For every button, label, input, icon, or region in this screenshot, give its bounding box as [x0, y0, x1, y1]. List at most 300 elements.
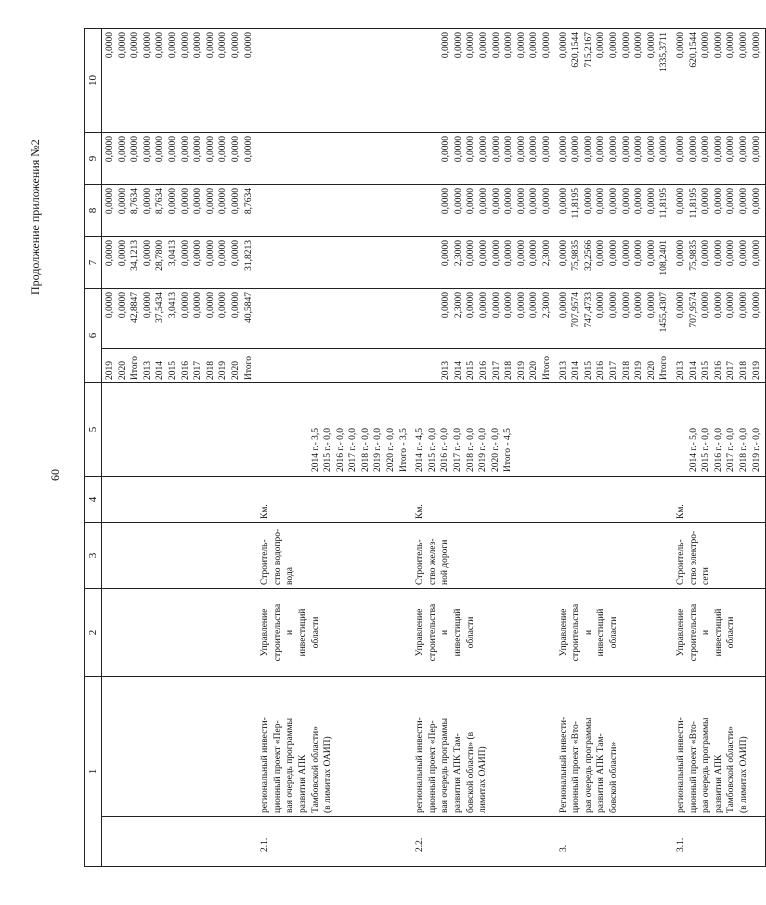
local-funding-value: 0,0000: [105, 136, 115, 163]
column-header: 8: [85, 185, 102, 237]
executor: [412, 589, 555, 677]
regional-funding-value: 0,0000: [713, 188, 724, 215]
indicator-by-year-value: 2018 г.- 0,0: [738, 428, 749, 472]
year-cell-value: Итого: [659, 355, 670, 380]
indicator-by-year-value: 2018 г.- 0,0: [465, 428, 476, 472]
regional-funding-value: 0,0000: [596, 188, 607, 215]
measure-text: Строитель- ство желез- ной дороги: [415, 538, 451, 585]
federal-funding-value: 0,0000: [713, 240, 724, 267]
year-cell-value: 2016: [180, 361, 191, 380]
year-cell-value: 2014: [155, 361, 166, 380]
measure: [412, 523, 555, 589]
total-funding-value: 0,0000: [713, 292, 724, 319]
local-funding-value: 0,0000: [738, 136, 749, 163]
year-cell-value: 2018: [504, 361, 515, 380]
total-funding: [556, 289, 673, 349]
other-funding-value: 0,0000: [117, 32, 128, 59]
total-funding-value: 0,0000: [230, 292, 241, 319]
other-funding-value: 0,0000: [479, 32, 490, 59]
year-cell-value: 2017: [491, 361, 502, 380]
other-funding-value: 0,0000: [193, 32, 204, 59]
other-funding-value: 0,0000: [243, 32, 254, 59]
regional-funding-value: 0,0000: [180, 188, 191, 215]
total-funding: [412, 289, 555, 349]
regional-funding-value: 0,0000: [105, 188, 115, 215]
unit-text: Км.: [675, 504, 686, 519]
executor-text: Управление строительства и инвестиций области: [415, 603, 476, 662]
column-header: 6: [85, 289, 102, 383]
indicator-by-year-value: [675, 386, 688, 472]
indicator-by-year: [102, 383, 258, 477]
total-funding-value: 0,0000: [441, 292, 452, 319]
regional-funding-value: 0,0000: [646, 188, 657, 215]
other-funding: [257, 29, 412, 133]
total-funding: [673, 289, 766, 349]
regional-funding-value: 11,8195: [688, 188, 699, 219]
other-funding-value: 0,0000: [453, 32, 464, 59]
other-funding-value: 0,0000: [441, 32, 452, 59]
other-funding-value: 0,0000: [516, 32, 527, 59]
local-funding: [102, 133, 258, 185]
year-cell-value: Итого: [130, 355, 141, 380]
other-funding-value: 0,0000: [596, 32, 607, 59]
federal-funding-value: 34,1213: [130, 240, 141, 271]
unit: [257, 477, 412, 523]
local-funding: [257, 133, 412, 185]
project-name: [257, 677, 412, 817]
other-funding-value: 0,0000: [675, 32, 686, 59]
regional-funding-value: 0,0000: [608, 188, 619, 215]
other-funding-value: 0,0000: [529, 32, 540, 59]
year-cell-value: 2014: [571, 361, 582, 380]
regional-funding-value: 0,0000: [542, 188, 552, 215]
row-number-text: 2.2.: [415, 837, 426, 852]
total-funding-value: 0,0000: [608, 292, 619, 319]
other-funding-value: 0,0000: [713, 32, 724, 59]
regional-funding-value: 0,0000: [167, 188, 178, 215]
total-funding-value: 3,0413: [167, 292, 178, 319]
federal-funding-value: 0,0000: [529, 240, 540, 267]
year-cell-value: 2016: [713, 361, 724, 380]
regional-funding: [673, 185, 766, 237]
federal-funding-value: 0,0000: [230, 240, 241, 267]
total-funding-value: 37,5434: [155, 292, 166, 323]
local-funding-value: 0,0000: [596, 136, 607, 163]
federal-funding: [673, 237, 766, 289]
year-cell-value: 2020: [529, 361, 540, 380]
other-funding-value: 0,0000: [751, 32, 762, 59]
local-funding-value: 0,0000: [130, 136, 141, 163]
year-cell-value: 2019: [516, 361, 527, 380]
federal-funding-value: 0,0000: [479, 240, 490, 267]
federal-funding-value: 0,0000: [738, 240, 749, 267]
year-cell-value: 2019: [105, 361, 115, 380]
program-table: [84, 28, 766, 867]
other-funding-value: 0,0000: [105, 32, 115, 59]
total-funding-value: 1455,4307: [659, 292, 670, 333]
unit: [556, 477, 673, 523]
page-number: 60: [48, 469, 62, 481]
year-cell-value: 2019: [751, 361, 762, 380]
measure-text: Строитель- ство электро- сети: [675, 530, 712, 585]
regional-funding-value: 0,0000: [142, 188, 153, 215]
total-funding-value: 2,3000: [542, 292, 552, 319]
unit: [412, 477, 555, 523]
indicator-by-year-value: Итого - 3,5: [398, 428, 409, 472]
total-funding-value: 0,0000: [180, 292, 191, 319]
regional-funding-value: 0,0000: [634, 188, 645, 215]
unit: [102, 477, 258, 523]
federal-funding-value: 0,0000: [634, 240, 645, 267]
federal-funding-value: 31,8213: [243, 240, 254, 271]
column-header: 5: [85, 383, 102, 477]
other-funding-value: 0,0000: [634, 32, 645, 59]
regional-funding-value: 8,7634: [243, 188, 254, 215]
indicator-by-year-value: [284, 386, 297, 472]
indicator-by-year-value: 2017 г.- 0,0: [453, 428, 464, 472]
local-funding-value: 0,0000: [504, 136, 515, 163]
other-funding-value: 0,0000: [558, 32, 569, 59]
other-funding-value: 0,0000: [608, 32, 619, 59]
year-cell-value: Итого: [542, 355, 552, 380]
regional-funding-value: 0,0000: [675, 188, 686, 215]
other-funding: [556, 29, 673, 133]
regional-funding-value: 0,0000: [583, 188, 594, 215]
row-number-text: 2.1.: [260, 837, 271, 852]
regional-funding-value: 0,0000: [230, 188, 241, 215]
indicator-by-year-value: 2015 г.- 0,0: [701, 428, 712, 472]
local-funding-value: 0,0000: [243, 136, 254, 163]
local-funding-value: 0,0000: [142, 136, 153, 163]
other-funding-value: 0,0000: [230, 32, 241, 59]
column-header: 2: [85, 589, 102, 677]
regional-funding-value: 0,0000: [491, 188, 502, 215]
federal-funding-value: 0,0000: [646, 240, 657, 267]
year-cell-value: 2015: [167, 361, 178, 380]
other-funding-value: 0,0000: [646, 32, 657, 59]
column-number-row: [85, 29, 102, 867]
table-row: [673, 29, 766, 867]
regional-funding-value: 0,0000: [466, 188, 477, 215]
other-funding-value: 0,0000: [504, 32, 515, 59]
federal-funding-value: 0,0000: [441, 240, 452, 267]
local-funding-value: 0,0000: [659, 136, 670, 163]
federal-funding-value: 0,0000: [504, 240, 515, 267]
regional-funding-value: 11,8195: [659, 188, 670, 219]
indicator-by-year-value: 2016 г.- 0,0: [440, 428, 451, 472]
row-number-text: 3.: [558, 844, 569, 852]
local-funding-value: 0,0000: [701, 136, 712, 163]
row-number: [412, 817, 555, 867]
total-funding-value: 0,0000: [751, 292, 762, 319]
regional-funding-value: 0,0000: [558, 188, 569, 215]
project-name-text: региональный инвести- ционный проект «Пер- вая очередь программы развития АПК Тамбовской области» (в лимитах ОАИП): [260, 717, 334, 813]
local-funding: [412, 133, 555, 185]
column-header: 4: [85, 477, 102, 523]
year-cell-value: 2018: [738, 361, 749, 380]
column-header: 9: [85, 133, 102, 185]
other-funding-value: 0,0000: [205, 32, 216, 59]
federal-funding: [556, 237, 673, 289]
total-funding: [102, 289, 258, 349]
year-cell-value: 2019: [634, 361, 645, 380]
local-funding-value: 0,0000: [634, 136, 645, 163]
total-funding-value: 0,0000: [738, 292, 749, 319]
local-funding: [673, 133, 766, 185]
indicator-by-year-value: 2014 г.- 3,5: [310, 428, 321, 472]
total-funding-value: 0,0000: [675, 292, 686, 319]
federal-funding-value: 0,0000: [105, 240, 115, 267]
federal-funding-value: 75,9835: [571, 240, 582, 271]
local-funding-value: 0,0000: [713, 136, 724, 163]
federal-funding-value: 28,7800: [155, 240, 166, 271]
total-funding-value: 707,9574: [688, 292, 699, 328]
regional-funding-value: 0,0000: [701, 188, 712, 215]
other-funding: [412, 29, 555, 133]
regional-funding-value: 0,0000: [504, 188, 515, 215]
year-cell: [556, 349, 673, 383]
total-funding-value: 40,5847: [243, 292, 254, 323]
federal-funding-value: 0,0000: [117, 240, 128, 267]
local-funding-value: 0,0000: [218, 136, 229, 163]
total-funding-value: 0,0000: [621, 292, 632, 319]
federal-funding-value: 2,3000: [453, 240, 464, 267]
year-cell-value: 2015: [466, 361, 477, 380]
regional-funding: [412, 185, 555, 237]
other-funding-value: 0,0000: [155, 32, 166, 59]
federal-funding-value: 0,0000: [180, 240, 191, 267]
other-funding-value: 0,0000: [180, 32, 191, 59]
local-funding-value: 0,0000: [193, 136, 204, 163]
other-funding-value: 0,0000: [130, 32, 141, 59]
regional-funding: [257, 185, 412, 237]
total-funding-value: 0,0000: [596, 292, 607, 319]
indicator-by-year-value: [297, 386, 310, 472]
local-funding-value: 0,0000: [621, 136, 632, 163]
local-funding-value: 0,0000: [491, 136, 502, 163]
total-funding: [257, 289, 412, 349]
total-funding-value: 0,0000: [142, 292, 153, 319]
year-cell: [102, 349, 258, 383]
federal-funding-value: 0,0000: [621, 240, 632, 267]
regional-funding-value: 0,0000: [726, 188, 737, 215]
regional-funding-value: 0,0000: [205, 188, 216, 215]
local-funding-value: 0,0000: [688, 136, 699, 163]
total-funding-value: 0,0000: [634, 292, 645, 319]
executor: [673, 589, 766, 677]
total-funding-value: 0,0000: [193, 292, 204, 319]
indicator-by-year-value: 2015 г.- 0,0: [427, 428, 438, 472]
table-row: [257, 29, 412, 867]
year-cell-value: 2015: [583, 361, 594, 380]
regional-funding-value: 8,7634: [155, 188, 166, 215]
year-cell-value: Итого: [243, 355, 254, 380]
project-name: [412, 677, 555, 817]
federal-funding-value: 0,0000: [205, 240, 216, 267]
indicator-by-year-value: 2016 г.- 0,0: [335, 428, 346, 472]
project-name-text: региональный инвести- ционный проект «Пер- вая очередь программы развития АПК Там- бовской области» (в лимитах ОАИП): [415, 717, 489, 813]
total-funding-value: 2,3000: [453, 292, 464, 319]
indicator-by-year-value: 2020 г.- 0,0: [386, 428, 397, 472]
column-header: 7: [85, 237, 102, 289]
indicator-by-year-value: 2017 г.- 0,0: [348, 428, 359, 472]
federal-funding: [102, 237, 258, 289]
local-funding-value: 0,0000: [583, 136, 594, 163]
federal-funding-value: 0,0000: [193, 240, 204, 267]
federal-funding-value: 75,9835: [688, 240, 699, 271]
local-funding-value: 0,0000: [117, 136, 128, 163]
other-funding-value: 620,1544: [688, 32, 699, 68]
federal-funding: [412, 237, 555, 289]
federal-funding-value: 108,2401: [659, 240, 670, 276]
federal-funding-value: 0,0000: [466, 240, 477, 267]
federal-funding-value: 0,0000: [142, 240, 153, 267]
regional-funding-value: 0,0000: [193, 188, 204, 215]
federal-funding-value: 0,0000: [558, 240, 569, 267]
regional-funding-value: 8,7634: [130, 188, 141, 215]
indicator-by-year-value: 2019 г.- 0,0: [751, 428, 762, 472]
column-header: 10: [85, 29, 102, 133]
total-funding-value: 42,8847: [130, 292, 141, 323]
unit-text: Км.: [415, 504, 426, 519]
measure: [673, 523, 766, 589]
unit: [673, 477, 766, 523]
project-name: [102, 677, 258, 817]
regional-funding-value: 0,0000: [453, 188, 464, 215]
measure: [102, 523, 258, 589]
regional-funding-value: 0,0000: [621, 188, 632, 215]
indicator-by-year-value: 2014 г.- 4,5: [415, 428, 426, 472]
federal-funding-value: 0,0000: [596, 240, 607, 267]
federal-funding-value: 0,0000: [516, 240, 527, 267]
indicator-by-year-value: Итого - 4,5: [503, 428, 514, 472]
local-funding-value: 0,0000: [441, 136, 452, 163]
local-funding-value: 0,0000: [646, 136, 657, 163]
year-cell-value: 2020: [230, 361, 241, 380]
regional-funding-value: 0,0000: [529, 188, 540, 215]
indicator-by-year-value: 2014 г.- 5,0: [688, 428, 699, 472]
year-cell-value: 2020: [646, 361, 657, 380]
executor: [257, 589, 412, 677]
local-funding-value: 0,0000: [542, 136, 552, 163]
year-cell-value: 2014: [688, 361, 699, 380]
table-body: [102, 29, 766, 867]
project-name: [556, 677, 673, 817]
federal-funding-value: 0,0000: [701, 240, 712, 267]
table-row: [556, 29, 673, 867]
year-cell: [673, 349, 766, 383]
regional-funding-value: 11,8195: [571, 188, 582, 219]
other-funding-value: 0,0000: [466, 32, 477, 59]
federal-funding-value: 0,0000: [608, 240, 619, 267]
total-funding-value: 0,0000: [516, 292, 527, 319]
other-funding-value: 0,0000: [738, 32, 749, 59]
indicator-by-year-value: 2017 г.- 0,0: [726, 428, 737, 472]
federal-funding: [257, 237, 412, 289]
regional-funding-value: 0,0000: [516, 188, 527, 215]
local-funding-value: 0,0000: [608, 136, 619, 163]
regional-funding-value: 0,0000: [751, 188, 762, 215]
executor: [102, 589, 258, 677]
other-funding-value: 0,0000: [167, 32, 178, 59]
regional-funding-value: 0,0000: [441, 188, 452, 215]
regional-funding: [556, 185, 673, 237]
year-cell-value: 2017: [608, 361, 619, 380]
year-cell: [257, 349, 412, 383]
local-funding-value: 0,0000: [167, 136, 178, 163]
indicator-by-year: [556, 383, 673, 477]
unit-text: Км.: [260, 504, 271, 519]
table-row: [102, 29, 258, 867]
year-cell-value: 2017: [726, 361, 737, 380]
local-funding-value: 0,0000: [529, 136, 540, 163]
indicator-by-year-value: 2018 г.- 0,0: [360, 428, 371, 472]
regional-funding-value: 0,0000: [218, 188, 229, 215]
local-funding-value: 0,0000: [453, 136, 464, 163]
total-funding-value: 0,0000: [726, 292, 737, 319]
indicator-by-year-value: 2015 г.- 0,0: [323, 428, 334, 472]
local-funding-value: 0,0000: [466, 136, 477, 163]
local-funding-value: 0,0000: [571, 136, 582, 163]
other-funding-value: 620,1544: [571, 32, 582, 68]
row-number: [257, 817, 412, 867]
other-funding: [102, 29, 258, 133]
local-funding: [556, 133, 673, 185]
total-funding-value: 0,0000: [529, 292, 540, 319]
federal-funding-value: 0,0000: [726, 240, 737, 267]
other-funding: [673, 29, 766, 133]
project-name-text: Региональный инвести- ционный проект «Вто- рая очередь программы развития АПК Там- бовской области»: [558, 716, 619, 813]
total-funding-value: 0,0000: [479, 292, 490, 319]
indicator-by-year: [257, 383, 412, 477]
year-cell-value: 2016: [479, 361, 490, 380]
year-cell-value: 2015: [701, 361, 712, 380]
year-cell-value: 2013: [675, 361, 686, 380]
year-cell: [412, 349, 555, 383]
year-cell-value: 2019: [218, 361, 229, 380]
total-funding-value: 0,0000: [205, 292, 216, 319]
total-funding-value: 0,0000: [117, 292, 128, 319]
total-funding-value: 0,0000: [504, 292, 515, 319]
local-funding-value: 0,0000: [558, 136, 569, 163]
other-funding-value: 1335,3711: [659, 32, 670, 73]
federal-funding-value: 0,0000: [751, 240, 762, 267]
regional-funding-value: 0,0000: [117, 188, 128, 215]
other-funding-value: 0,0000: [701, 32, 712, 59]
other-funding-value: 0,0000: [142, 32, 153, 59]
local-funding-value: 0,0000: [155, 136, 166, 163]
appendix-note: Продолжение приложения №2: [28, 139, 42, 295]
indicator-by-year: [412, 383, 555, 477]
total-funding-value: 0,0000: [105, 292, 115, 319]
local-funding-value: 0,0000: [205, 136, 216, 163]
executor-text: Управление строительства и инвестиций области: [675, 603, 737, 662]
executor-text: Управление строительства и инвестиций области: [260, 603, 321, 662]
total-funding-value: 0,0000: [218, 292, 229, 319]
year-cell-value: 2018: [205, 361, 216, 380]
local-funding-value: 0,0000: [479, 136, 490, 163]
local-funding-value: 0,0000: [516, 136, 527, 163]
regional-funding: [102, 185, 258, 237]
row-number-text: 3.1.: [675, 837, 686, 852]
indicator-by-year-value: 2019 г.- 0,0: [478, 428, 489, 472]
indicator-by-year-value: [272, 386, 285, 472]
year-cell-value: 2014: [453, 361, 464, 380]
year-cell-value: 2013: [558, 361, 569, 380]
federal-funding-value: 0,0000: [491, 240, 502, 267]
local-funding-value: 0,0000: [675, 136, 686, 163]
local-funding-value: 0,0000: [726, 136, 737, 163]
